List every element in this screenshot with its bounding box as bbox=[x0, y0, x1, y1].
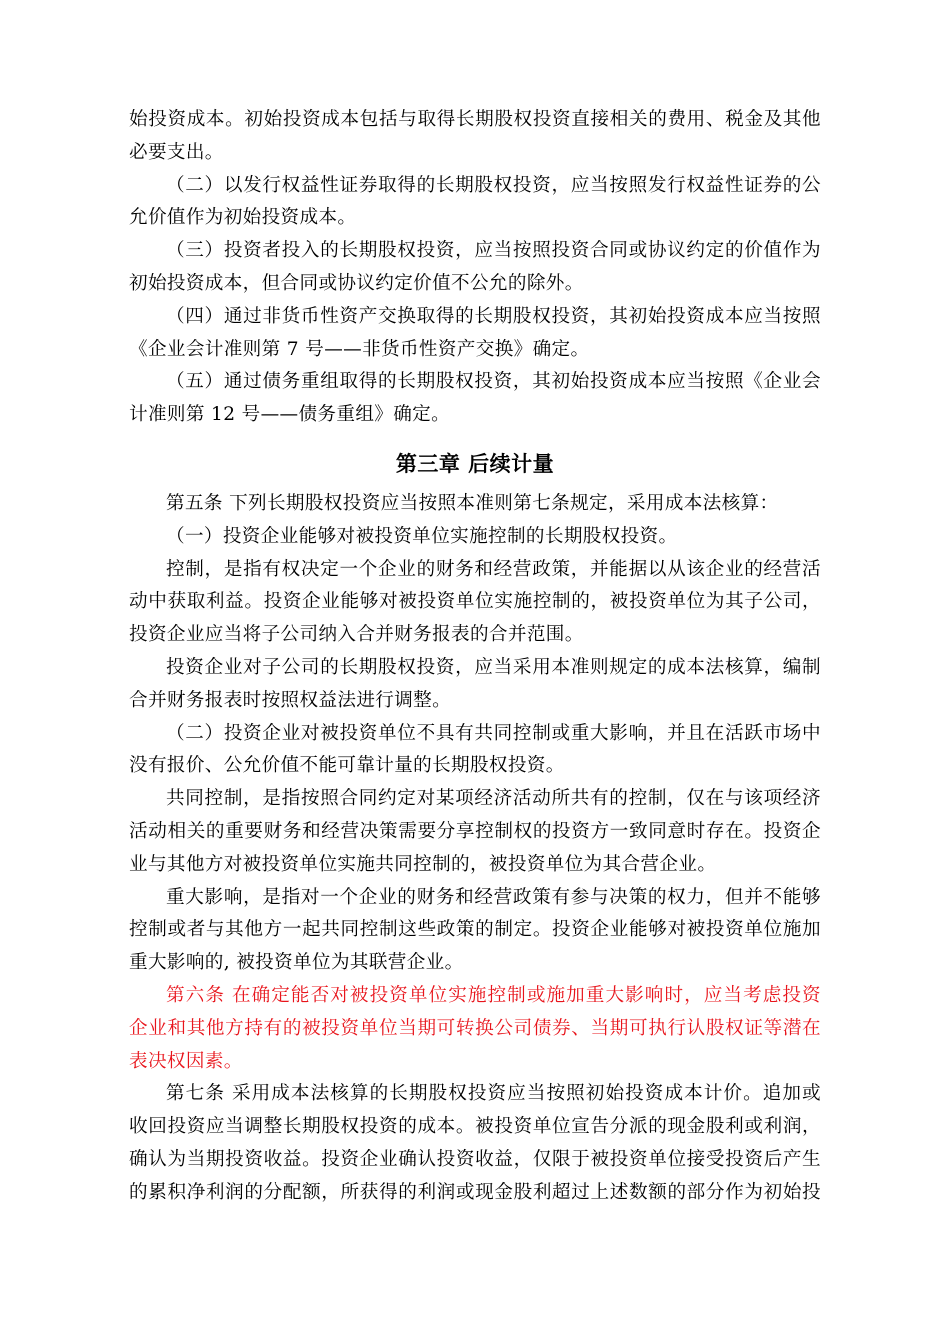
text-line: （一）投资企业能够对被投资单位实施控制的长期股权投资。 bbox=[166, 525, 678, 547]
text-block-subsequent-measurement bbox=[129, 488, 821, 1210]
text-line: （四）通过非货币性资产交换取得的长期股权投资，其初始投资成本应当按照 bbox=[166, 305, 821, 327]
text-line: 收回投资应当调整长期股权投资的成本。被投资单位宣告分派的现金股利或利润， bbox=[129, 1116, 821, 1138]
text-line: 始投资成本。初始投资成本包括与取得长期股权投资直接相关的费用、税金及其他 bbox=[129, 109, 821, 130]
text-line: 业与其他方对被投资单位实施共同控制的，被投资单位为其合营企业。 bbox=[129, 853, 717, 875]
text-line: 活动相关的重要财务和经营决策需要分享控制权的投资方一致同意时存在。投资企 bbox=[129, 820, 821, 842]
chapter-title: 第三章 后续计量 bbox=[395, 451, 555, 476]
text-line: （二）投资企业对被投资单位不具有共同控制或重大影响，并且在活跃市场中 bbox=[166, 722, 821, 744]
text-line: 控制或者与其他方一起共同控制这些政策的制定。投资企业能够对被投资单位施加 bbox=[129, 919, 821, 941]
text-line: 《企业会计准则第 7 号——非货币性资产交换》确定。 bbox=[129, 338, 590, 360]
text-line: 重大影响的, 被投资单位为其联营企业。 bbox=[129, 952, 464, 974]
text-line: 第六条 在确定能否对被投资单位实施控制或施加重大影响时，应当考虑投资 bbox=[166, 984, 821, 1006]
text-line: 投资企业应当将子公司纳入合并财务报表的合并范围。 bbox=[129, 624, 584, 646]
text-line: 的累积净利润的分配额，所获得的利润或现金股利超过上述数额的部分作为初始投 bbox=[129, 1181, 821, 1203]
text-line: 企业和其他方持有的被投资单位当期可转换公司债券、当期可执行认股权证等潜在 bbox=[129, 1017, 821, 1039]
text-line: 没有报价、公允价值不能可靠计量的长期股权投资。 bbox=[129, 755, 565, 777]
text-line: 合并财务报表时按照权益法进行调整。 bbox=[129, 689, 452, 711]
text-line: 允价值作为初始投资成本。 bbox=[129, 207, 357, 229]
text-line: （三）投资者投入的长期股权投资，应当按照投资合同或协议约定的价值作为 bbox=[166, 240, 821, 262]
text-line: 重大影响，是指对一个企业的财务和经营政策有参与决策的权力，但并不能够 bbox=[166, 886, 821, 908]
text-line: 共同控制，是指按照合同约定对某项经济活动所共有的控制，仅在与该项经济 bbox=[166, 788, 821, 810]
text-line: 投资企业对子公司的长期股权投资，应当采用本准则规定的成本法核算，编制 bbox=[166, 656, 821, 678]
text-line: （二）以发行权益性证券取得的长期股权投资，应当按照发行权益性证券的公 bbox=[166, 174, 821, 196]
text-line: 第七条 采用成本法核算的长期股权投资应当按照初始投资成本计价。追加或 bbox=[166, 1083, 821, 1105]
document-page bbox=[129, 104, 821, 1210]
text-line: 第五条 下列长期股权投资应当按照本准则第七条规定，采用成本法核算： bbox=[166, 492, 779, 514]
text-block-initial-cost bbox=[129, 104, 821, 432]
text-line: 计准则第 12 号——债务重组》确定。 bbox=[129, 404, 451, 426]
text-line: （五）通过债务重组取得的长期股权投资，其初始投资成本应当按照《企业会 bbox=[166, 371, 821, 393]
text-line: 动中获取利益。投资企业能够对被投资单位实施控制的，被投资单位为其子公司， bbox=[129, 591, 821, 613]
text-line: 控制，是指有权决定一个企业的财务和经营政策，并能据以从该企业的经营活 bbox=[166, 558, 821, 580]
text-line: 必要支出。 bbox=[129, 141, 224, 163]
text-line: 表决权因素。 bbox=[129, 1050, 243, 1072]
text-line: 初始投资成本，但合同或协议约定价值不公允的除外。 bbox=[129, 272, 584, 294]
text-line: 确认为当期投资收益。投资企业确认投资收益，仅限于被投资单位接受投资后产生 bbox=[129, 1148, 821, 1170]
